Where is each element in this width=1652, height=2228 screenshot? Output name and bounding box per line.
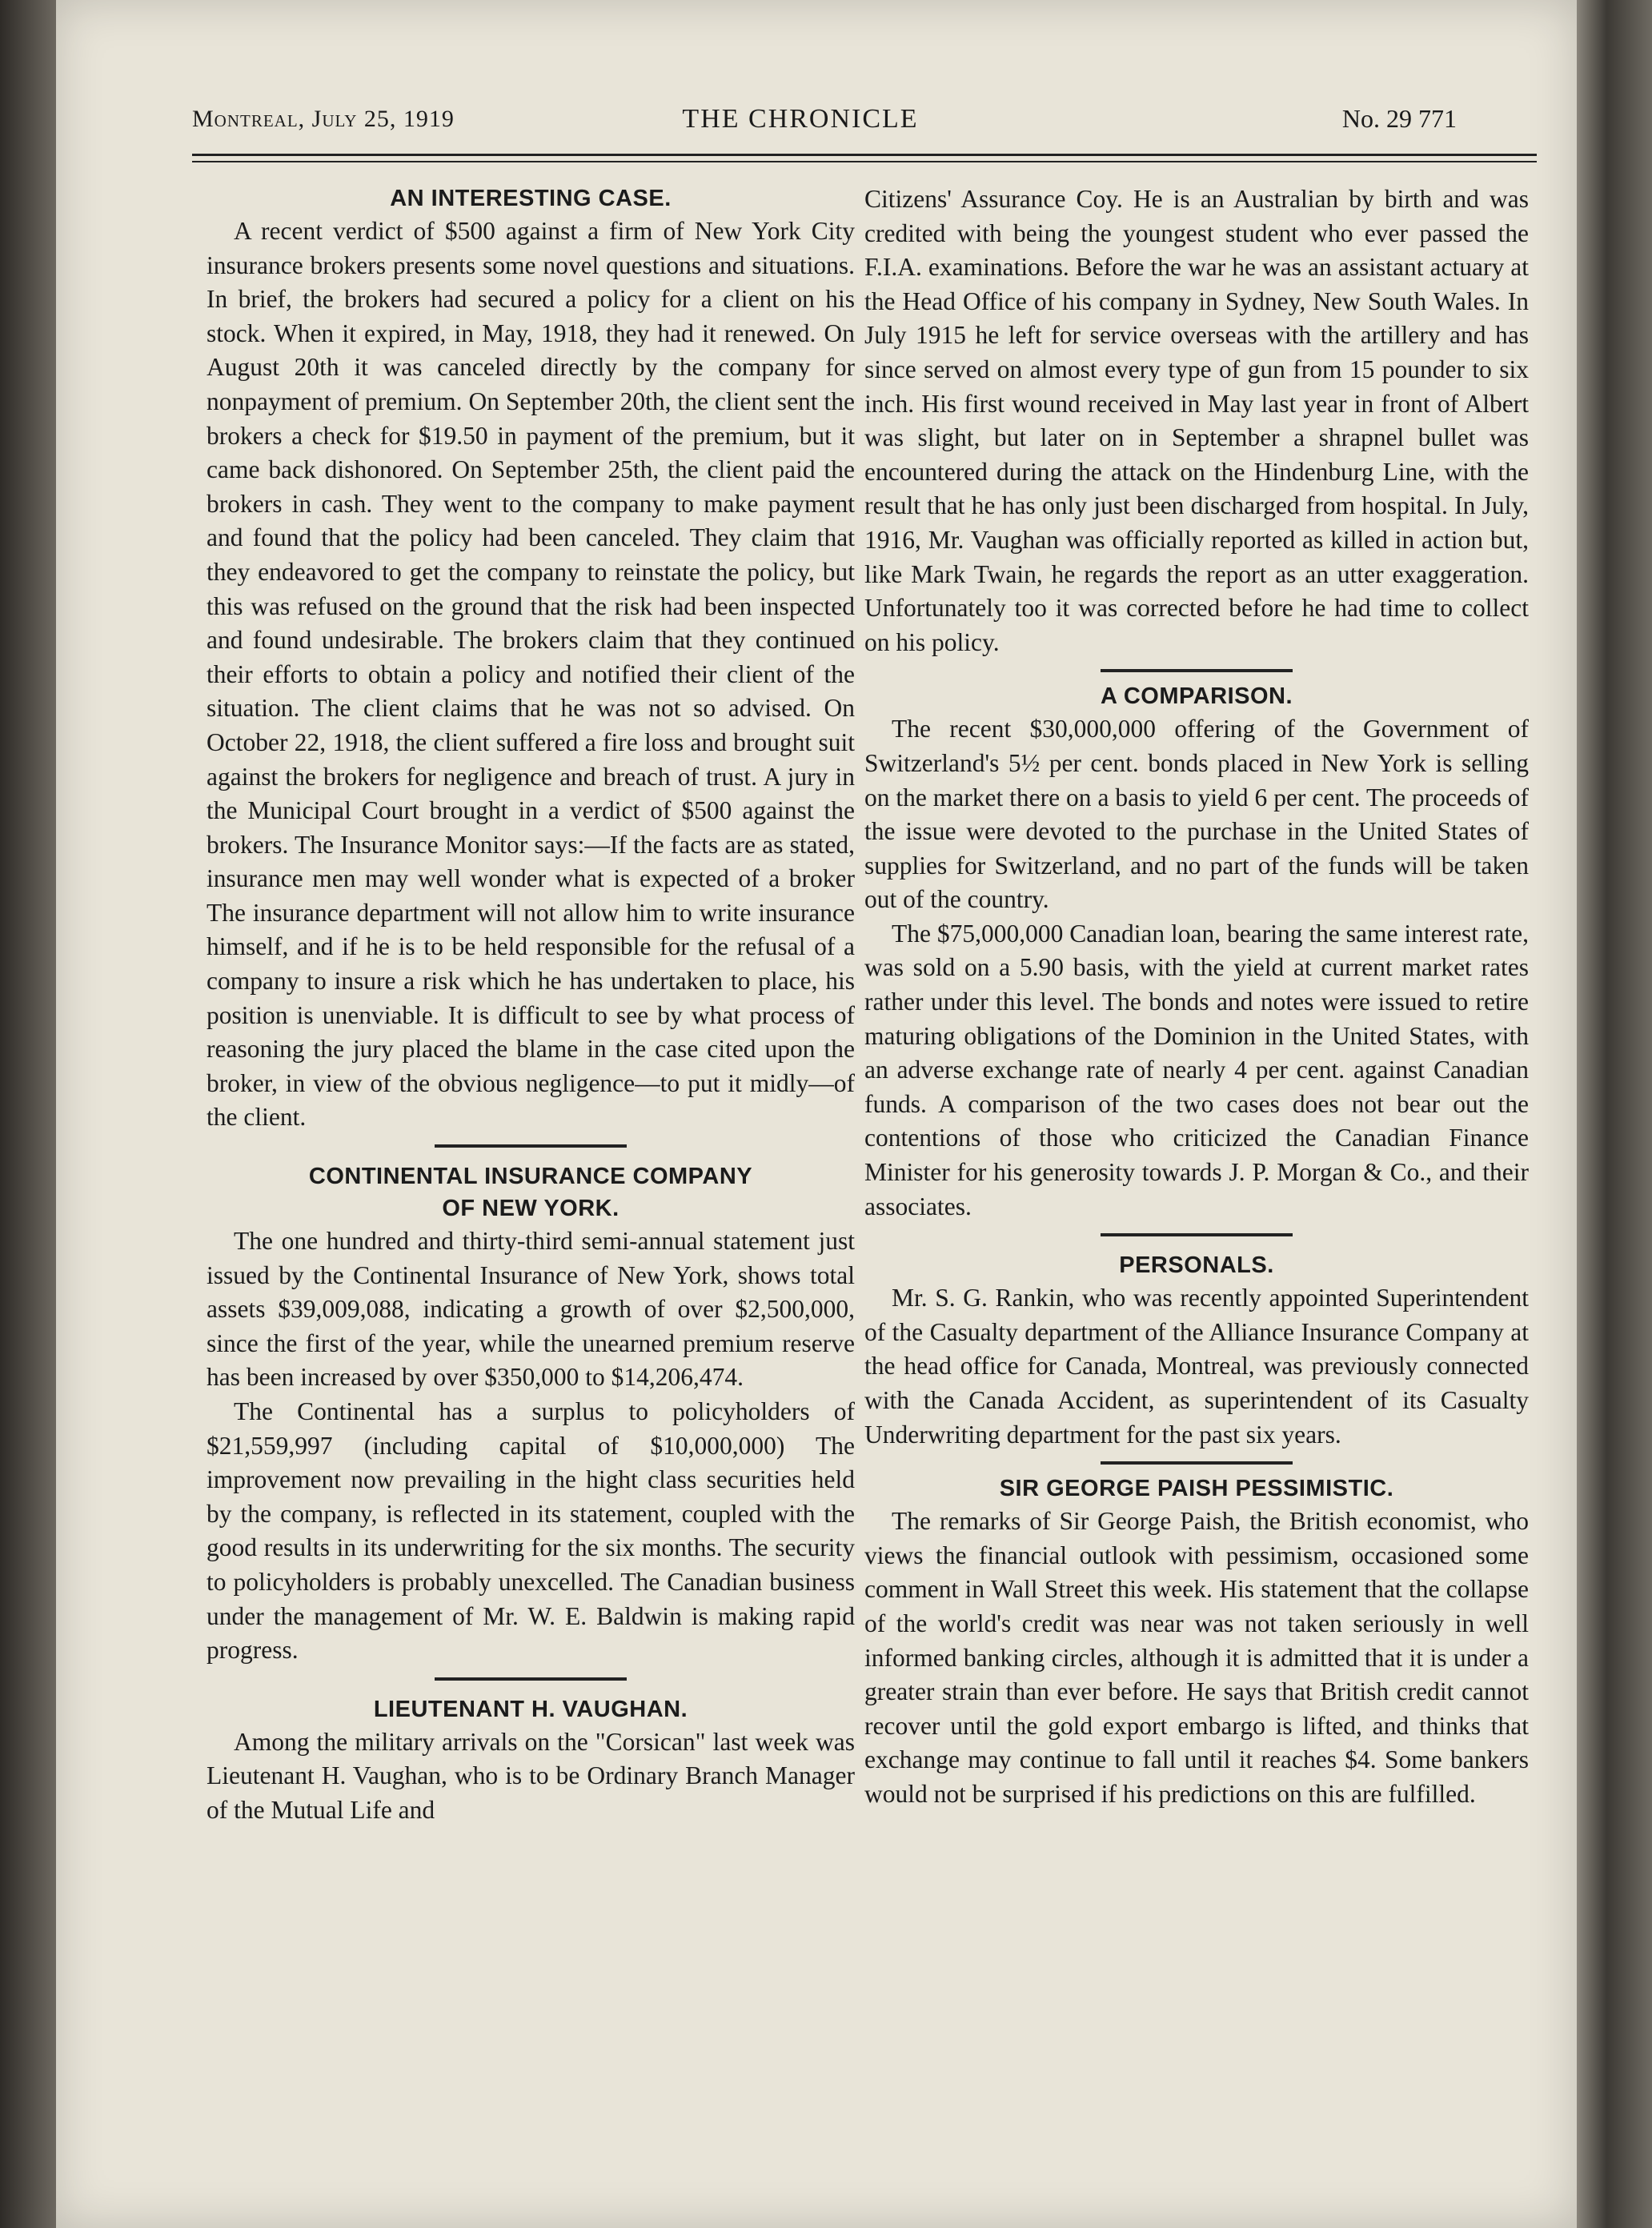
header-page-number: No. 29 771 — [1341, 104, 1457, 133]
continental-para1: The one hundred and thirty-third semi-annual statement just issued by the Continental Insurance of New York, shows total assets $39,009,088, indicating a growth of over $2,500,000, since the first of the year, while the unearned premium reserve has been increased by over $350,000 to $14,206,474. — [206, 1227, 855, 1392]
paish-body: The remarks of Sir George Paish, the British economist, who views the financial outlook with pessimism, occasioned some comment in Wall Street this week. His statement that the collapse of the world's credit was near was not taken seriously in well informed banking circles, although it is admitted that it is under a greater strain than ever before. He says that British credit cannot recover until the gold export embargo is lifted, and thinks that exchange may continue to fall until it reaches $4. Some bankers would not be surprised if his predictions on this are fulfilled. — [864, 1507, 1529, 1808]
continental-para2: The Continental has a surplus to policyholders of $21,559,997 (including capital of $10,000,000) The improvement now prevailing in the hight class securities held by the company, is reflected in its statement, coupled with the good results in its underwriting for the six months. The security to policyholders is probably unexcelled. The Canadian business under the management of Mr. W. E. Baldwin is making rapid progress. — [206, 1397, 855, 1665]
page-gutter-right — [1577, 0, 1652, 2228]
continental-heading — [206, 1160, 855, 1224]
page-header — [136, 94, 1465, 142]
section-divider — [435, 1144, 627, 1148]
section-divider — [1101, 1461, 1293, 1465]
interesting-case-body: A recent verdict of $500 against a firm of New York City insurance brokers presents some novel questions and situations. In brief, the brokers had secured a policy for a client on his stock. When it expired, in May, 1918, they had it renewed. On August 20th it was canceled directly by the company for nonpayment of premium. On September 20th, the client sent the brokers a check for $19.50 in payment of the premium, but it came back dishonored. On September 25th, the client paid the brokers in cash. They went to the company to make payment and found that the policy had been canceled. They claim that they endeavored to get the company to reinstate the policy, but this was refused on the ground that the risk had been inspected and found undesirable. The brokers claim that they continued their efforts to obtain a policy and notified their client of the situation. The client claims that he was not so advised. On October 22, 1918, the client suffered a fire loss and brought suit against the brokers for negligence and breach of trust. A jury in the Municipal Court brought in a verdict of $500 against the brokers. The Insurance Monitor says:—If the facts are as stated, insurance men may well wonder what is expected of a broker The insurance department will not allow him to write insurance himself, and if he is to be held responsible for the refusal of a company to insure a risk which he has undertaken to place, his position is unenviable. It is difficult to see by what process of reasoning the jury placed the blame in the case cited upon the broker, in view of the obvious negligence—to put it midly—of the client. — [206, 217, 855, 1132]
section-divider — [1101, 1233, 1293, 1236]
continental-heading-line1: CONTINENTAL INSURANCE COMPANY — [308, 1164, 753, 1190]
vaughan-body-continued: Citizens' Assurance Coy. He is an Australian by birth and was credited with being the youngest student who ever passed the F.I.A. examinations. Before the war he was an assistant actuary at the Head Office of his company in Sydney, New South Wales. In July 1915 he left for service overseas with the artillery and has since served on almost every type of gun from 15 pounder to six inch. His first wound received in May last year in front of Albert was slight, but later on in September a shrapnel bullet was encountered during the attack on the Hindenburg Line, with the result that he has only just been discharged from hospital. In July, 1916, Mr. Vaughan was officially reported as killed in action but, like Mark Twain, he regards the report as an utter exaggeration. Unfortunately too it was corrected before he had time to collect on his policy. — [864, 185, 1529, 656]
header-dateline: Montreal, July 25, 1919 — [192, 106, 455, 132]
header-masthead: THE CHRONICLE — [682, 104, 919, 134]
continental-heading-line2: OF NEW YORK. — [442, 1196, 620, 1222]
section-divider — [1101, 669, 1293, 672]
personals-heading: PERSONALS. — [1119, 1252, 1274, 1279]
left-column — [206, 182, 855, 2199]
page-gutter-left — [0, 0, 56, 2228]
comparison-para1: The recent $30,000,000 offering of the Government of Switzerland's 5½ per cent. bonds placed in New York is selling on the market there on a basis to yield 6 per cent. The proceeds of the issue were devoted to the purchase in the United States of supplies for Switzerland, and no part of the funds will be taken out of the country. — [864, 715, 1529, 914]
right-column — [864, 182, 1529, 2199]
paish-heading: SIR GEORGE PAISH PESSIMISTIC. — [999, 1476, 1394, 1502]
section-divider — [435, 1677, 627, 1681]
header-rule — [192, 154, 1537, 162]
vaughan-heading: LIEUTENANT H. VAUGHAN. — [373, 1696, 688, 1722]
personals-body: Mr. S. G. Rankin, who was recently appointed Superintendent of the Casualty department of the Alliance Insurance Company at the head office for Canada, Montreal, was previously connected with the Canada Accident, as superintendent of its Casualty Underwriting department for the past six years. — [864, 1284, 1529, 1449]
interesting-case-heading: AN INTERESTING CASE. — [390, 186, 672, 211]
vaughan-body-start: Among the military arrivals on the "Corsican" last week was Lieutenant H. Vaughan, who is to be Ordinary Branch Manager of the Mutual Life and — [206, 1727, 855, 1824]
comparison-heading: A COMPARISON. — [1100, 683, 1293, 710]
comparison-para2: The $75,000,000 Canadian loan, bearing the same interest rate, was sold on a 5.90 basis, with the yield at current market rates rather under this level. The bonds and notes were issued to retire maturing obligations of the Dominion in the United States, with an adverse exchange rate of nearly 4 per cent. against Canadian funds. A comparison of the two cases does not bear out the contentions of those who criticized the Canadian Finance Minister for his generosity towards J. P. Morgan & Co., and their associates. — [864, 919, 1529, 1220]
